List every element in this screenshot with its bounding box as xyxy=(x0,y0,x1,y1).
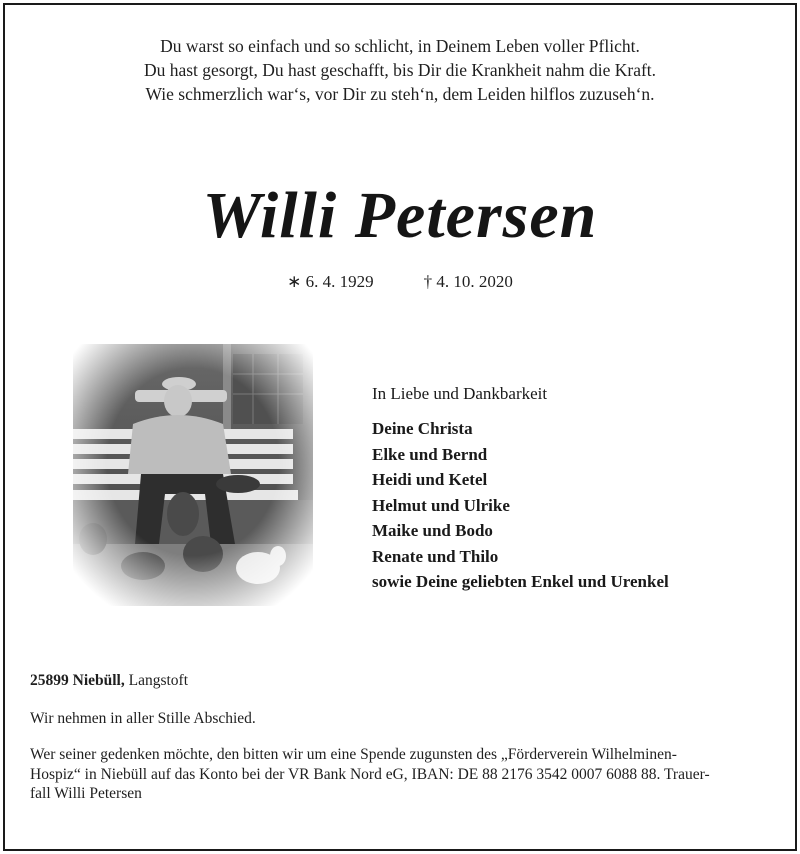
poem-line: Wie schmerzlich war‘s, vor Dir zu steh‘n, dem Leiden hilflos zuzuseh‘n. xyxy=(145,84,655,104)
location-district: Langstoft xyxy=(124,672,189,689)
farewell-text: Wir nehmen in aller Stille Abschied. xyxy=(30,709,256,727)
family-member: Deine Christa xyxy=(372,419,473,438)
family-member: Maike und Bodo xyxy=(372,521,493,540)
memorial-poem xyxy=(0,34,800,106)
family-intro: In Liebe und Dankbarkeit xyxy=(372,384,548,403)
family-member: Helmut und Ulrike xyxy=(372,495,510,515)
donation-line: fall Willi Petersen xyxy=(30,785,142,802)
family-signatures xyxy=(372,383,772,595)
family-member: Heidi und Ketel xyxy=(372,470,488,489)
poem-line: Du hast gesorgt, Du hast geschafft, bis Dir die Krankheit nahm die Kraft. xyxy=(143,60,657,80)
donation-notice xyxy=(30,745,775,804)
family-member: Elke und Bernd xyxy=(372,444,488,464)
location-town: 25899 Niebüll, xyxy=(30,672,125,689)
notice-footer xyxy=(30,671,775,804)
donation-line: Hospiz“ in Niebüll auf das Konto bei der VR Bank Nord eG, IBAN: DE 88 2176 3542 0007 6088 88. Trauer- xyxy=(30,765,710,783)
location-line xyxy=(30,671,775,691)
portrait-photo xyxy=(73,344,313,606)
family-members xyxy=(372,416,772,595)
life-dates xyxy=(0,272,800,292)
death-date: † 4. 10. 2020 xyxy=(423,272,513,291)
birth-date: ∗ 6. 4. 1929 xyxy=(287,272,374,291)
family-member: sowie Deine geliebten Enkel und Urenkel xyxy=(372,572,669,591)
family-member: Renate und Thilo xyxy=(372,546,499,566)
deceased-name: Willi Petersen xyxy=(202,179,598,252)
donation-line: Wer seiner gedenken möchte, den bitten wir um eine Spende zugunsten des „Förderverein Wilhelminen- xyxy=(30,746,677,763)
poem-line: Du warst so einfach und so schlicht, in Deinem Leben voller Pflicht. xyxy=(160,36,640,56)
